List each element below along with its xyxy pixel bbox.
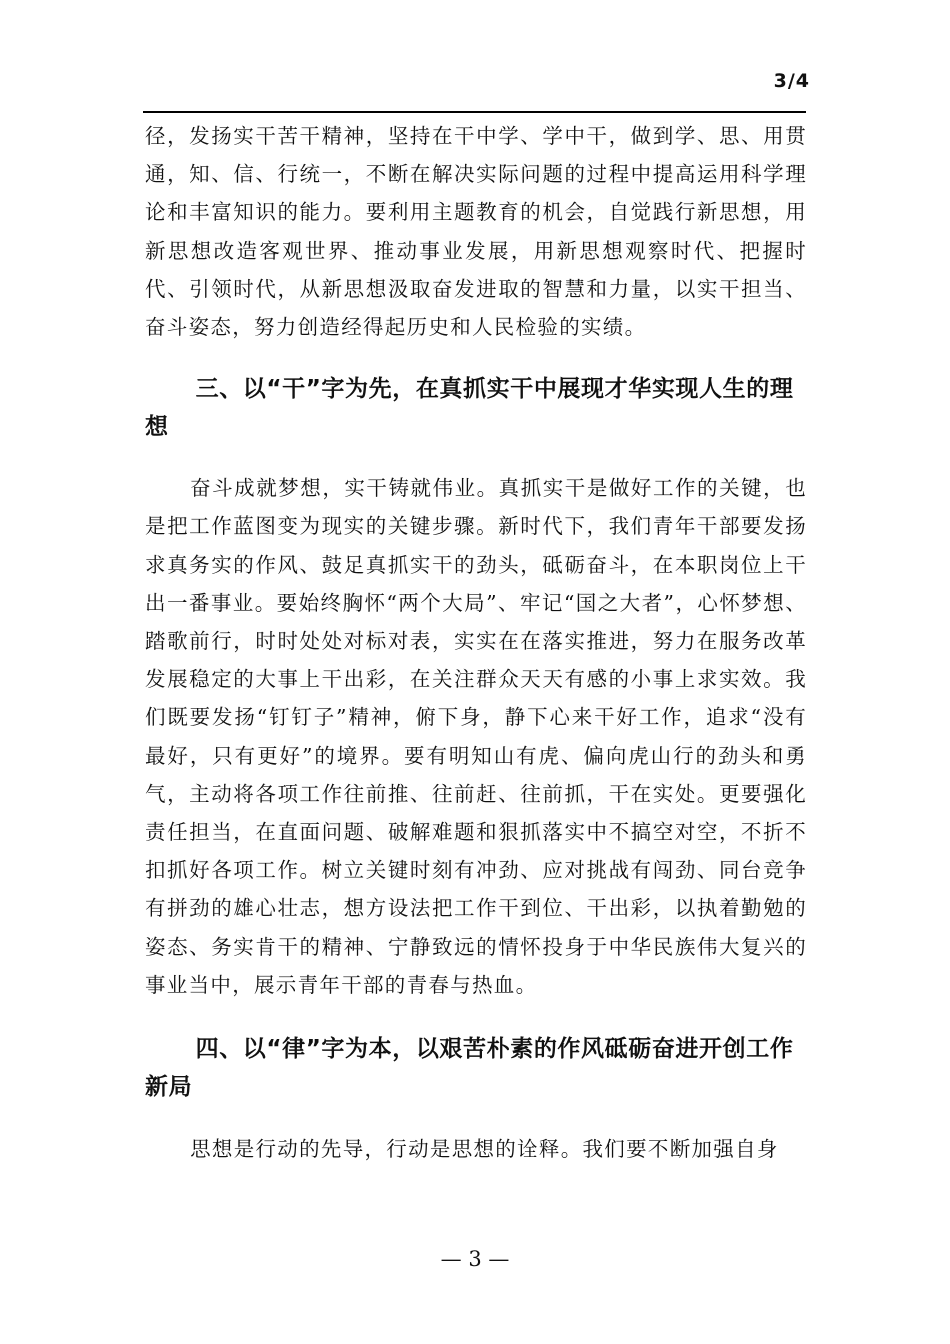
paragraph-section-3: 奋斗成就梦想，实干铸就伟业。真抓实干是做好工作的关键，也是把工作蓝图变为现实的关键步骤。新时代下，我们青年干部要发扬求真务实的作风、鼓足真抓实干的劲头，砥砺奋斗，在本职岗位上干出一番事业。要始终胸怀“两个大局”、牢记“国之大者”，心怀梦想、踏歌前行，时时处处对标对表，实实在在落实推进，努力在服务改革发展稳定的大事上干出彩，在关注群众天天有感的小事上求实效。我们既要发扬“钉钉子”精神，俯下身，静下心来干好工作，追求“没有最好，只有更好”的境界。要有明知山有虎、偏向虎山行的劲头和勇气，主动将各项工作往前推、往前赶、往前抓，干在实处。更要强化责任担当，在直面问题、破解难题和狠抓落实中不搞空对空，不折不扣抓好各项工作。树立关键时刻有冲劲、应对挑战有闯劲、同台竞争有拼劲的雄心壮志，想方设法把工作干到位、干出彩，以执着勤勉的姿态、务实肯干的精神、宁静致远的情怀投身于中华民族伟大复兴的事业当中，展示青年干部的青春与热血。 (145, 476, 807, 997)
page-number: — 3 — (440, 1247, 510, 1271)
section-heading-3: 三、以“干”字为先，在真抓实干中展现才华实现人生的理想 (145, 376, 794, 441)
paragraph-continued: 径，发扬实干苦干精神，坚持在干中学、学中干，做到学、思、用贯通，知、信、行统一，不断在解决实际问题的过程中提高运用科学理论和丰富知识的能力。要利用主题教育的机会，自觉践行新思想，用新思想改造客观世界、推动事业发展，用新思想观察时代、把握时代、引领时代，从新思想汲取奋发进取的智慧和力量，以实干担当、奋斗姿态，努力创造经得起历史和人民检验的实绩。 (145, 124, 807, 340)
header-divider (143, 111, 806, 113)
section-heading-4: 四、以“律”字为本，以艰苦朴素的作风砥砺奋进开创工作新局 (145, 1036, 794, 1101)
page-counter: 3/4 (773, 70, 810, 92)
paragraph-section-4: 思想是行动的先导，行动是思想的诠释。我们要不断加强自身 (190, 1137, 779, 1162)
document-body (145, 117, 807, 1168)
